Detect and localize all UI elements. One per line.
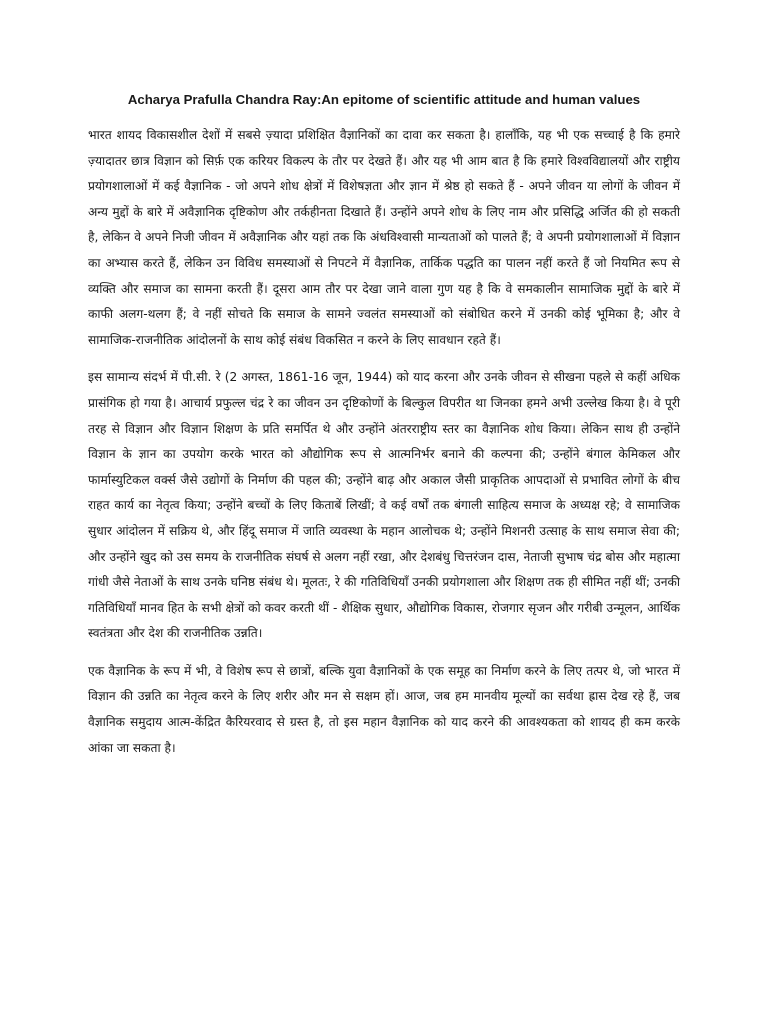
- document-title: Acharya Prafulla Chandra Ray:An epitome of scientific attitude and human values: [127, 92, 641, 107]
- paragraph-3: एक वैज्ञानिक के रूप में भी, वे विशेष रूप से छात्रों, बल्कि युवा वैज्ञानिकों के एक समूह का निर्माण करने के लिए तत्पर थे, जो भारत में विज्ञान की उन्नति का नेतृत्व करने के लिए शरीर और मन से सक्षम हों। आज, जब हम मानवीय मूल्यों का सर्वथा ह्रास देख रहे हैं, जब वैज्ञानिक समुदाय आत्म-केंद्रित कैरियरवाद से ग्रस्त है, तो इस महान वैज्ञानिक को याद करने की आवश्यकता को शायद ही कम करके आंका जा सकता है।: [88, 663, 680, 755]
- paragraph-2: इस सामान्य संदर्भ में पी.सी. रे (2 अगस्त, 1861-16 जून, 1944) को याद करना और उनके जीवन से सीखना पहले से कहीं अधिक प्रासंगिक हो गया है। आचार्य प्रफुल्ल चंद्र रे का जीवन उन दृष्टिकोणों के बिल्कुल विपरीत था जिनका हमने अभी उल्लेख किया है। वे पूरी तरह से विज्ञान और विज्ञान शिक्षण के प्रति समर्पित थे और उन्होंने अंतरराष्ट्रीय स्तर का वैज्ञानिक शोध किया। लेकिन साथ ही उन्होंने विज्ञान के ज्ञान का उपयोग करके भारत को औद्योगिक रूप से आत्मनिर्भर बनाने की कल्पना की; उन्होंने बंगाल केमिकल और फार्मास्युटिकल वर्क्स जैसे उद्योगों के निर्माण की पहल की; उन्होंने बाढ़ और अकाल जैसी प्राकृतिक आपदाओं से प्रभावित लोगों के बीच राहत कार्य का नेतृत्व किया; उन्होंने बच्चों के लिए किताबें लिखीं; वे कई वर्षों तक बंगाली साहित्य समाज के अध्यक्ष रहे; वे सामाजिक सुधार आंदोलन में सक्रिय थे, और हिंदू समाज में जाति व्यवस्था के महान आलोचक थे; उन्होंने मिशनरी उत्साह के साथ समाज सेवा की; और उन्होंने खुद को उस समय के राजनीतिक संघर्ष से अलग नहीं रखा, और देशबंधु चित्तरंजन दास, नेताजी सुभाष चंद्र बोस और महात्मा गांधी जैसे नेताओं के साथ उनके घनिष्ठ संबंध थे। मूलतः, रे की गतिविधियाँ उनकी प्रयोगशाला और शिक्षण तक ही सीमित नहीं थीं; उनकी गतिविधियाँ मानव हित के सभी क्षेत्रों को कवर करती थीं - शैक्षिक सुधार, औद्योगिक विकास, रोजगार सृजन और गरीबी उन्मूलन, आर्थिक स्वतंत्रता और देश की राजनीतिक उन्नति।: [88, 370, 680, 641]
- document-page: [88, 92, 680, 773]
- paragraph-1: भारत शायद विकासशील देशों में सबसे ज़्यादा प्रशिक्षित वैज्ञानिकों का दावा कर सकता है। हालाँकि, यह भी एक सच्चाई है कि हमारे ज़्यादातर छात्र विज्ञान को सिर्फ़ एक करियर विकल्प के तौर पर देखते हैं। और यह भी आम बात है कि हमारे विश्वविद्यालयों और राष्ट्रीय प्रयोगशालाओं में कई वैज्ञानिक - जो अपने शोध क्षेत्रों में विशेषज्ञता और ज्ञान में श्रेष्ठ हो सकते हैं - अपने जीवन या लोगों के जीवन में अन्य मुद्दों के बारे में अवैज्ञानिक दृष्टिकोण और तर्कहीनता दिखाते हैं। उन्होंने अपने शोध के लिए नाम और प्रसिद्धि अर्जित की हो सकती है, लेकिन वे अपने निजी जीवन में अवैज्ञानिक और यहां तक कि अंधविश्वासी मान्यताओं को पालते हैं; वे अपनी प्रयोगशालाओं में विज्ञान का अभ्यास करते हैं, लेकिन उन विविध समस्याओं से निपटने में वैज्ञानिक, तार्किक पद्धति का पालन नहीं करते हैं जो नियमित रूप से व्यक्ति और समाज का सामना करती हैं। दूसरा आम तौर पर देखा जाने वाला गुण यह है कि वे समकालीन सामाजिक मुद्दों के बारे में काफी अलग-थलग हैं; वे नहीं सोचते कि समाज के सामने ज्वलंत समस्याओं को संबोधित करने में उनकी कोई भूमिका है; और वे सामाजिक-राजनीतिक आंदोलनों के साथ कोई संबंध विकसित न करने के लिए सावधान रहते हैं।: [88, 128, 680, 347]
